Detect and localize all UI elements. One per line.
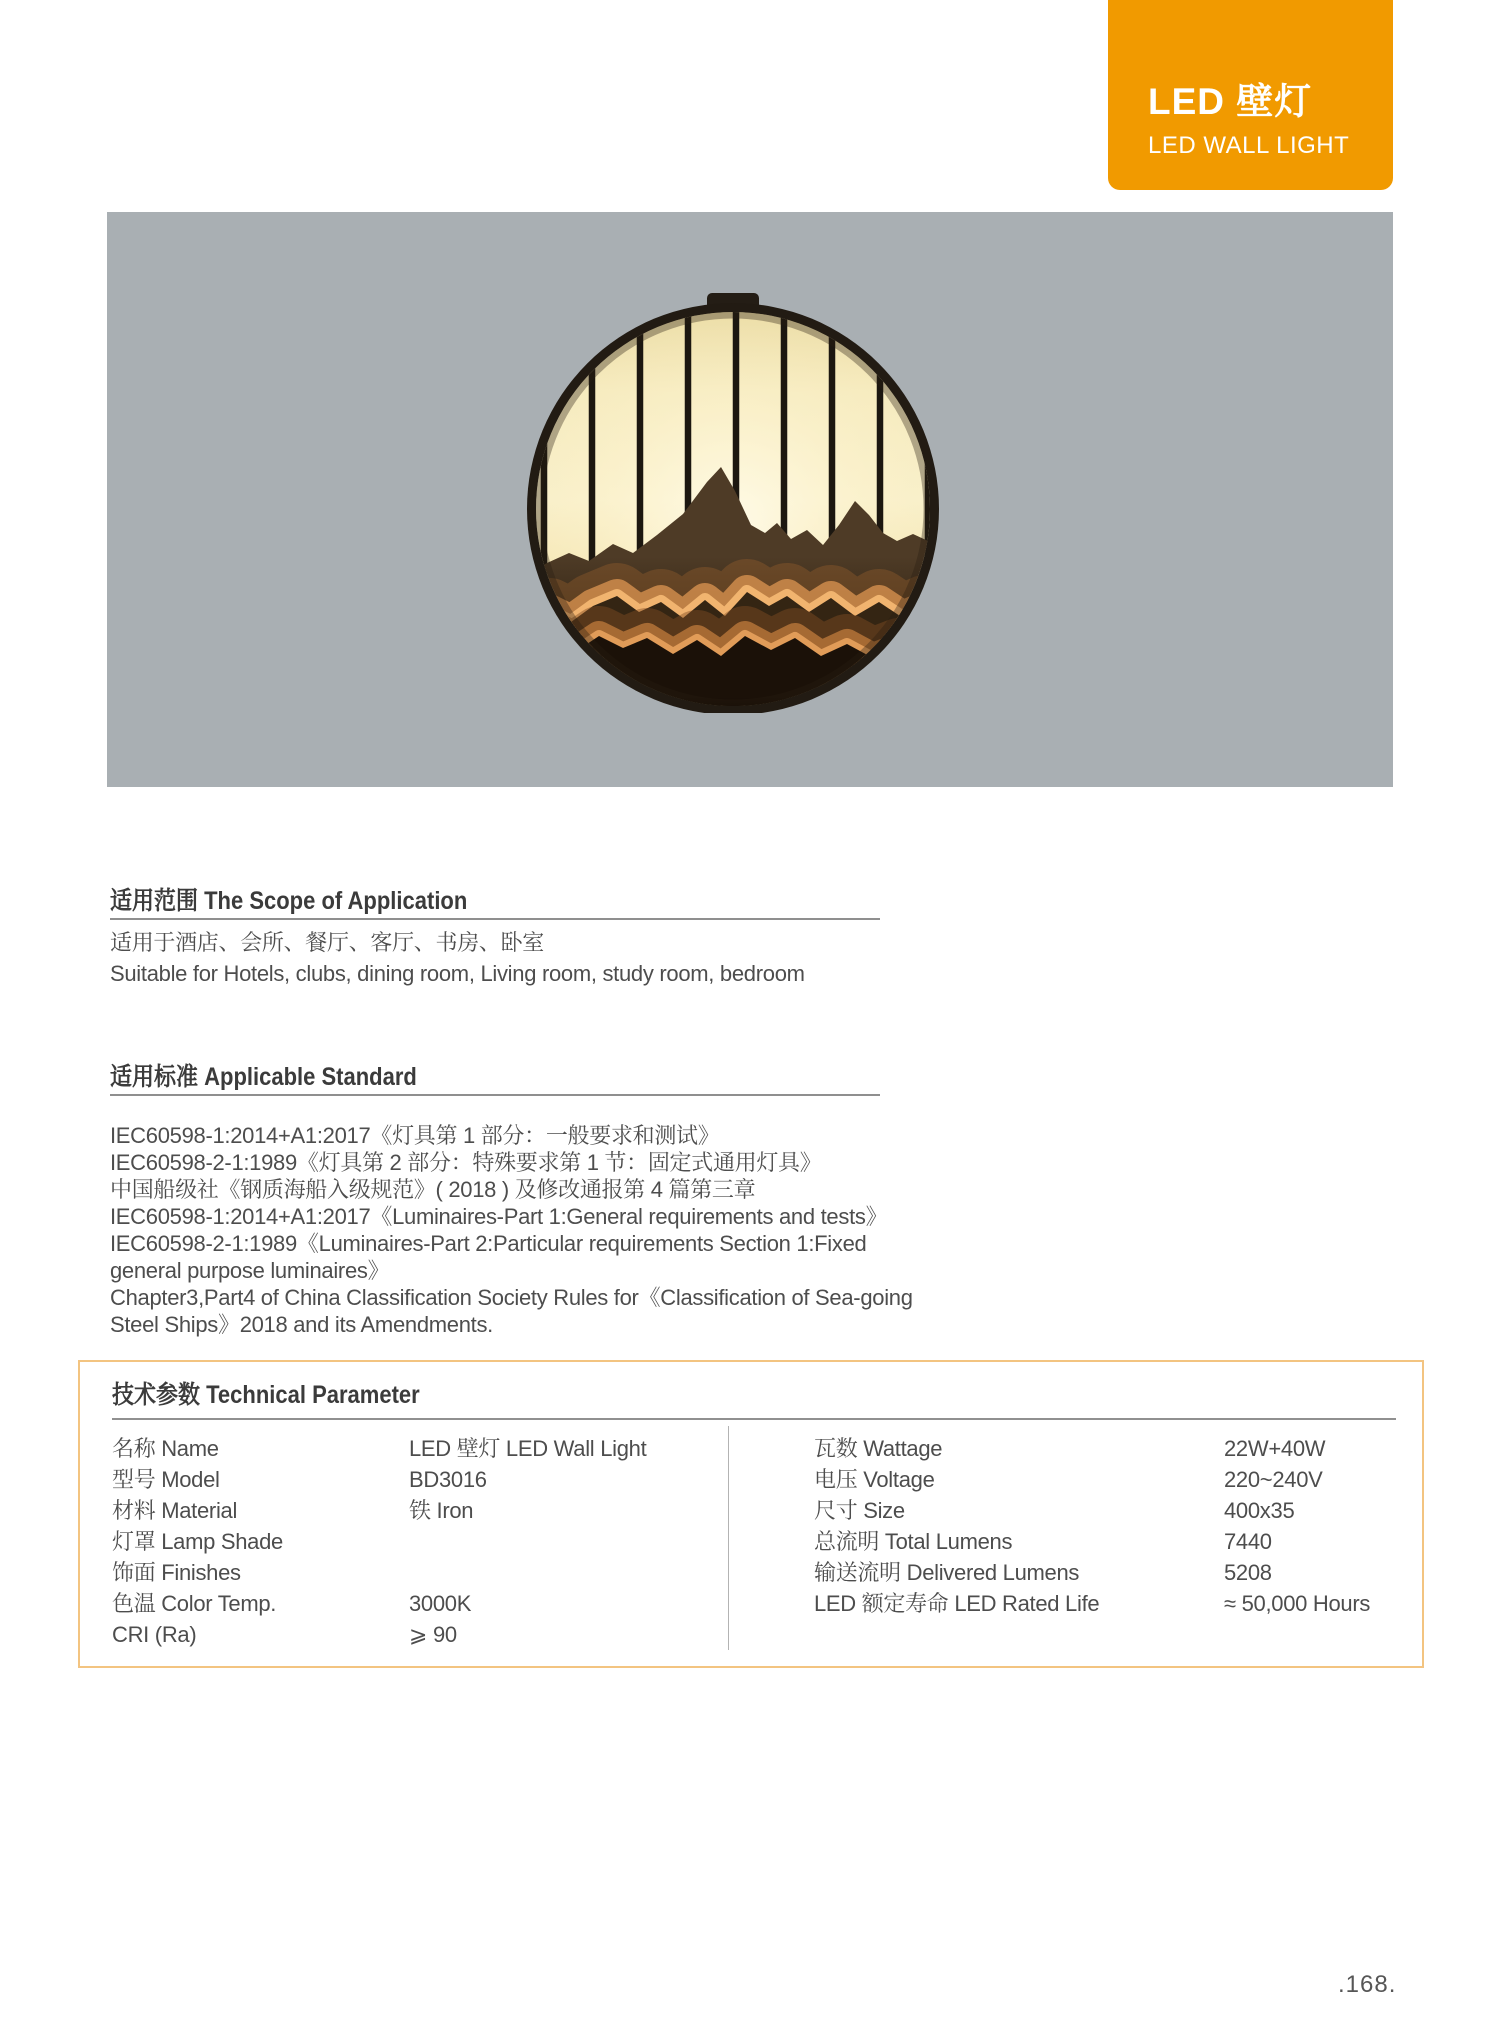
tech-value: 5208 — [1224, 1560, 1272, 1585]
tech-label: 瓦数 Wattage — [814, 1436, 943, 1461]
page-number: .168. — [1338, 1971, 1397, 1998]
category-title: LED 壁灯 — [1148, 81, 1313, 122]
technical-parameter-box — [78, 1360, 1424, 1668]
tech-label: CRI (Ra) — [112, 1622, 197, 1647]
tech-label: 灯罩 Lamp Shade — [112, 1529, 283, 1554]
scope-line-cn: 适用于酒店、会所、餐厅、客厅、书房、卧室 — [110, 930, 545, 955]
category-subtitle: LED WALL LIGHT — [1148, 132, 1350, 159]
standard-line: Steel Ships》2018 and its Amendments. — [110, 1312, 493, 1337]
tech-label: LED 额定寿命 LED Rated Life — [814, 1591, 1100, 1616]
scope-section-heading: 适用范围 The Scope of Application — [110, 887, 468, 915]
tech-value: ⩾ 90 — [409, 1622, 457, 1647]
category-badge — [1108, 0, 1393, 190]
tech-section-rule — [112, 1418, 1396, 1420]
tech-label: 总流明 Total Lumens — [814, 1529, 1013, 1554]
tech-label: 型号 Model — [112, 1467, 220, 1492]
scope-line-en: Suitable for Hotels, clubs, dining room, Living room, study room, bedroom — [110, 961, 805, 986]
standard-line: IEC60598-1:2014+A1:2017《灯具第 1 部分：一般要求和测试》 — [110, 1123, 720, 1148]
tech-label: 电压 Voltage — [814, 1467, 935, 1492]
standard-line: general purpose luminaires》 — [110, 1258, 390, 1283]
tech-value: ≈ 50,000 Hours — [1224, 1591, 1371, 1616]
standard-section-rule — [110, 1094, 880, 1096]
standard-line: IEC60598-1:2014+A1:2017《Luminaires-Part 1:General requirements and tests》 — [110, 1204, 888, 1229]
tech-value: 220~240V — [1224, 1467, 1323, 1492]
tech-label: 尺寸 Size — [814, 1498, 905, 1523]
tech-value: 铁 Iron — [409, 1498, 474, 1523]
tech-value: LED 壁灯 LED Wall Light — [409, 1436, 647, 1461]
standard-line: 中国船级社《钢质海船入级规范》( 2018 ) 及修改通报第 4 篇第三章 — [110, 1177, 756, 1202]
scope-section-rule — [110, 918, 880, 920]
tech-label: 材料 Material — [112, 1498, 238, 1523]
standard-line: IEC60598-2-1:1989《灯具第 2 部分：特殊要求第 1 节：固定式通用灯具》 — [110, 1150, 822, 1175]
product-photo-panel — [107, 212, 1393, 787]
tech-column-divider — [728, 1426, 729, 1650]
tech-label: 色温 Color Temp. — [112, 1591, 277, 1616]
tech-value: BD3016 — [409, 1467, 487, 1492]
tech-value: 7440 — [1224, 1529, 1272, 1554]
tech-section-heading: 技术参数 Technical Parameter — [112, 1381, 420, 1409]
tech-label: 饰面 Finishes — [112, 1560, 241, 1585]
tech-value: 400x35 — [1224, 1498, 1295, 1523]
wall-lamp-product-image — [525, 289, 941, 713]
tech-label: 输送流明 Delivered Lumens — [814, 1560, 1080, 1585]
standard-line: Chapter3,Part4 of China Classification Society Rules for《Classification of Sea-going — [110, 1285, 913, 1310]
tech-value: 3000K — [409, 1591, 472, 1616]
standard-line: IEC60598-2-1:1989《Luminaires-Part 2:Particular requirements Section 1:Fixed — [110, 1231, 867, 1256]
standard-section-heading: 适用标准 Applicable Standard — [110, 1063, 417, 1091]
tech-value: 22W+40W — [1224, 1436, 1326, 1461]
tech-label: 名称 Name — [112, 1436, 219, 1461]
